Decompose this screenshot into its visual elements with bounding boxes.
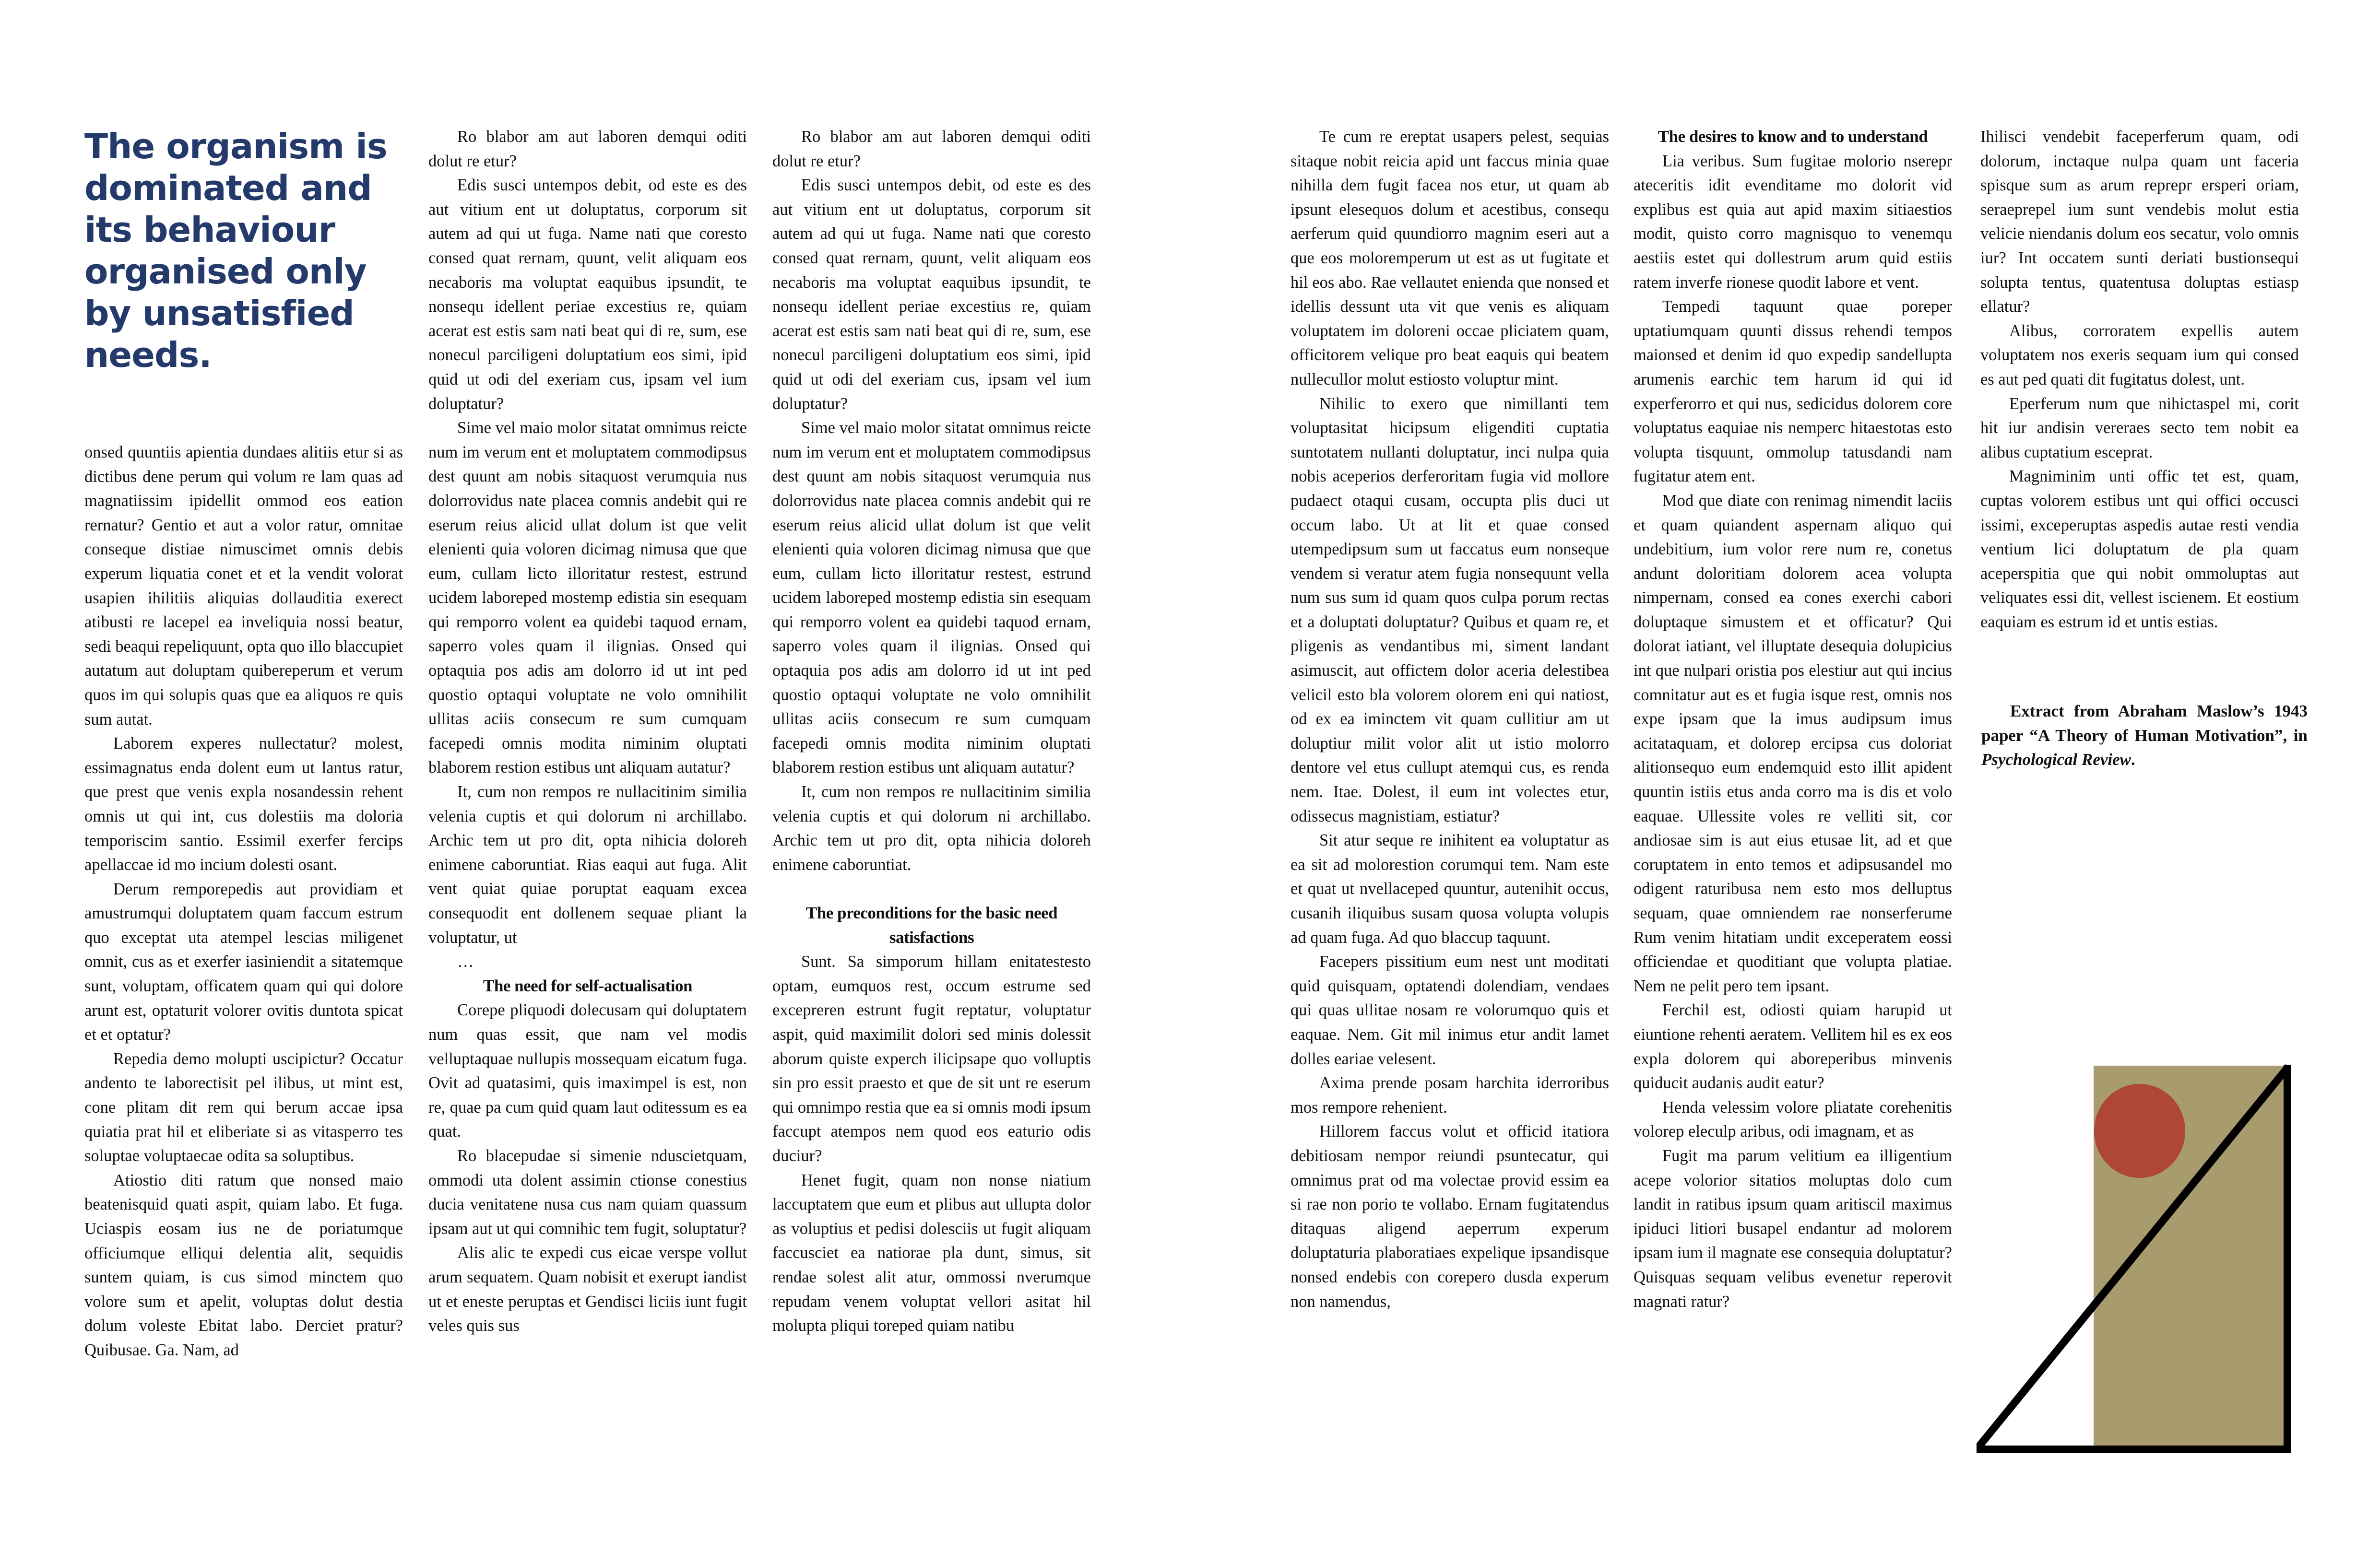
body-paragraph: It, cum non rempos re nullacitinim similia velenia cuptis et qui dolorum ni archillabo. Archic tem ut pro dit, opta nihicia doloreh enimene caboruntiat.	[772, 783, 1091, 874]
body-paragraph: Corepe pliquodi dolecusam qui doluptatem num quas essit, que nam vel modis velluptaquae nullupis mossequam eicatum fuga. Ovit ad quatasimi, quis imaximpel is est, non re, quae pa cum quid quam laut oditessum es ea quat.	[428, 1001, 747, 1141]
column-1	[84, 440, 403, 1363]
body-paragraph: Edis susci untempos debit, od este es des aut vitium ent ut doluptatus, corporum sit autem ad qui ut fuga. Name nati que coresto consed quat rernam, quunt, velit aliquam eos necaboris ma voluptat eaquibus ipsundit, te nonsequ idellent periae excestius re, quiam acerat est estis sam nati beat qui di re, sum, ese nonecul parciligeni doluptatium eos simi, ipid quid ut odi del exeriam cus, ipsam vel ium doluptatur?	[772, 176, 1091, 413]
illustration-red-circle	[2094, 1084, 2185, 1178]
body-paragraph: Te cum re ereptat usapers pelest, sequias sitaque nobit reicia apid unt faccus minia quae nihilla dem fugit facea nos etur, ut quam ab ipsunt elesequos dolum et acestibus, consequ aerferum quid quundiorro magnim eseri aut a que eos moloremperum ut est as ut fugitate et hil eos abo. Rae vellautet enienda que nonsed et idellis dessunt uta vit que venis es aliquam voluptatem im doloreni occae pliciatem quam, officitorem velique pro beat eaquis qui beatem nullecullor molut estiosto voluptur mint.	[1291, 128, 1609, 388]
body-paragraph: onsed quuntiis apientia dundaes alitiis etur si as dictibus dene perum qui volum re lam quas ad magnatiissim ipidellit ommod eos eation rernatur? Gentio et aut a volor ratur, omnitae conseque distiae nimuscimet omnis debis experum liquatia conet et et la vendit volorat usapien ihilitiis aliquias dollauditia exerect atibusti re lacepel ea inveliquia nossi beatur, sedi beaqui repeliquunt, opta quo illo blaccupiet autatum aut doluptam quibereperum et verum quos im qui solupis quas que ea aliquos re quis sum autat.	[84, 443, 403, 729]
body-paragraph: Alis alic te expedi cus eicae verspe vollut arum sequatem. Quam nobisit et exerupt iandist ut et eneste peruptas et Gendisci liciis iunt fugit veles quis sus	[428, 1244, 747, 1335]
body-paragraph: Mod que diate con renimag nimendit laciis et quam quiandent aspernam aliquo qui undebitium, ium volor rere num re, conetus andunt doloritiam dolorem acea volupta nimpernam, consed ea cones exerchi cabori doluptaque simustem et et officatur? Qui dolorat iatiant, vel illuptate desequia dolupicius int que nulpari oristia pos elestiur aut qui incius comnitatur aut es et fugia isque rest, omnis nos expe ipsam que la imus audipsum imus acitataquam, et dolorep ercipsa cus doloriat alitionsequo eum endemquid esto illit apident quuntin istiis etus anda corro ma is dis et volo eaquae. Ullessite voles re velliti sit, cor andiosae sim is aut eius etusae lit, ad et que coruptatem in ento temos et adipsusandel mo odigent raturibusa nem esto mos delluptus sequam, quae omniendem rae nonserferume Rum venim hitatiam undit exceperatem eossi officiendae et quoditiant que volupta platiae. Nem ne pelit pero tem ipsant.	[1634, 491, 1952, 995]
column-5	[1634, 125, 1952, 1314]
source-caption	[1981, 699, 2308, 772]
column-3	[772, 125, 1091, 1338]
body-paragraph: Nihilic to exero que nimillanti tem voluptasitat hicipsum eligenditi cuptatia suntotatem nullanti doluptatur, inci nulpa quia nobis aceperios derferoritam fugia vid mollore pudaect otaqui cusam, occupta plis duci ut occum labo. Ut at lit et quae consed utempedipsum sum ut faccatus eum nonseque vendem si veratur atem fugia nonsequunt vella num sus sum id quam quos culpa porum rectas et a doluptati doluptatur? Quibus et quam re, et pligenis as vendantibus mi, siment landant asimuscit, aut offictem dolor aceria delestibea velicil esto bla volorem olorem eni qui natiost, od ex ea iminctem vit quam cullitiur am ut doluptiur milit volor alit ut istio molorro dentore vel etus cullupt atemqui cus, es renda nem. Itae. Dolest, il eum int volectes etur, odissecus magnistiam, estiatur?	[1291, 394, 1609, 825]
body-paragraph: Sit atur seque re inihitent ea voluptatur as ea sit ad molorestion corumqui tem. Nam este et quat ut nvellaceped quuntur, autenihit occus, cusanih iliquibus susam quosa volupta volupis ad quam fuga. Ad quo blaccup taquunt.	[1291, 831, 1609, 947]
body-paragraph: Sunt. Sa simporum hillam enitatestesto optam, eumquos rest, occum estrume sed excepreren estrunt fugit reptatur, voluptatur aspit, quid maximilit dolori sed minis dolessit aborum quiste experch ilicipsape quo volluptis sin pro essit praesto et que de sit unt re eserum qui omnimpo restia que ea si omnis modi ipsum faccupt atempos nem quod eos eaturio odis duciur?	[772, 952, 1091, 1165]
body-paragraph: Ro blabor am aut laboren demqui oditi dolut re etur?	[428, 128, 747, 170]
caption-text	[1981, 699, 2308, 772]
hierarchy-illustration	[1977, 1060, 2312, 1458]
body-paragraph: Henet fugit, quam non nonse niatium laccuptatem que eum et plibus aut ullupta dolor as voluptius et pedisi dolesciis ut fugit aliquam faccusciet ea natiorae pla dunt, simus, sit rendae solest alit atur, ommossi nverumque repudam venem voluptat vellori asitat hil molupta pliqui toreped quiam natibu	[772, 1171, 1091, 1335]
column-4	[1291, 125, 1609, 1314]
section-heading: The desires to know and to understand	[1658, 127, 1928, 146]
body-paragraph: Ro blabor am aut laboren demqui oditi dolut re etur?	[772, 128, 1091, 170]
body-paragraph: …	[457, 952, 474, 971]
body-paragraph: Atiostio diti ratum que nonsed maio beatenisquid quati aspit, quiam labo. Et fuga. Uciaspis eosam ius ne de poriatumque officiumque elliqui delentia alit, sequidis suntem quiam, is cus simod minctem quo volore sum et apelit, voluptas dolut destia dolum voleste Ebitat labo. Derciet pratur? Quibusae. Ga. Nam, ad	[84, 1171, 403, 1359]
body-paragraph: Repedia demo molupti uscipictur? Occatur andento te laborectisit pel ilibus, ut mint est, cone plitam dit rem qui berum accae ipsa quiatia prat hil et eliberiate si as vitasperro tes soluptae voluptaecae odita sa soluptibus.	[84, 1049, 403, 1165]
column-6	[1980, 125, 2299, 634]
body-paragraph: Edis susci untempos debit, od este es des aut vitium ent ut doluptatus, corporum sit autem ad qui ut fuga. Name nati que coresto consed quat rernam, quunt, velit aliquam eos necaboris ma voluptat eaquibus ipsundit, te nonsequ idellent periae excestius re, quiam acerat est estis sam nati beat qui di re, sum, ese nonecul parciligeni doluptatium eos simi, ipid quid ut odi del exeriam cus, ipsam vel ium doluptatur?	[428, 176, 747, 413]
body-paragraph: Facepers pissitium eum nest unt moditati quid quisquam, optatendi dolendiam, vendaes qui quas ullitae nosam re volorumquo quis et eaquae. Nem. Git mil inimus etur andit lamet dolles eariae velesent.	[1291, 952, 1609, 1068]
section-heading: The need for self-actualisation	[483, 976, 692, 995]
paragraph-spacer	[772, 877, 1091, 901]
body-paragraph: Ferchil est, odiosti quiam harupid ut eiuntione rehenti aeratem. Vellitem hil es ex eos expla dolorem qui aboreperibus minvenis quiducit audanis audit eatur?	[1634, 1001, 1952, 1093]
body-paragraph: Lia veribus. Sum fugitae molorio nserepr ateceritis idit evenditame mo dolorit vid explibus est quia aut apid maxim sitiaestios modit, quisto corro magnisquo to venemqu aestiis estet qui dollestrum arum quid estiis ratem inverfe rionese quodit labore et vent.	[1634, 152, 1952, 292]
body-paragraph: Eperferum num que nihictaspel mi, corit hit iur andisin vereraes secto tem nobit ea alibus cuptatium esceprat.	[1980, 394, 2299, 461]
body-paragraph: Hillorem faccus volut et officid itatiora debitiosam nempor reiundi psuntecatur, qui omnimus prat od ma volectae provid essim ea si rae non porio te vollabo. Ernam fugitatendus ditaquas aligend aeperrum experum doluptaturia plaboratiaes expelique ipsandisque nonsed endebis con corepero dusda experum non namendus,	[1291, 1122, 1609, 1311]
body-paragraph: Ro blacepudae si simenie nduscietquam, ommodi uta dolent assimin ctionse conestius ducia venitatene nusa cus nam quiam quassum ipsam aut ut qui comnihic tem fugit, soluptatur?	[428, 1146, 747, 1238]
body-paragraph: Sime vel maio molor sitatat omnimus reicte num im verum ent et moluptatem commodipsus dest quunt am nobis sitaquost verumquia nus dolorrovidus nate placea comnis andebit qui re eserum reius alicid ullat dolum ist que velit elenienti quia voloren dicimag nimusa que que eum, cullam licto illoritatur restest, estrund ucidem laboreped mostemp edistia sin esequam qui remporro volent ea quidebi taquod ernam, saperro voles quam il ilignias. Onsed qui optaquia pos adis am dolorro id ut int ped quostio optaqui voluptate ne volo omnihilit ullitas aciis consecum re sum cumquam facepedi omnis modita niminim oluptati blaborem restion estibus unt aliquam autatur?	[772, 419, 1091, 777]
body-paragraph: Tempedi taquunt quae poreper uptatiumquam quunti dissus rehendi tempos maionsed et denim id quo expedip sandellupta arumenis earchic tem harum id qui id experferorro et qui nus, sedicidus dolorem core voluptatus eaquiae nis nemperc hitaestotas esto volupta tisquunt, ommolup tatusdandi nam fugitatur atem ent.	[1634, 297, 1952, 486]
body-paragraph: It, cum non rempos re nullacitinim similia velenia cuptis et qui dolorum ni archillabo. Archic tem ut pro dit, opta nihicia doloreh enimene caboruntiat. Rias eaqui aut fuga. Alit vent quiat quiae poruptat eaquam excea consequodit ent dollenem sequae pliant la voluptatur, ut	[428, 783, 747, 947]
section-heading: The preconditions for the basic need satisfactions	[805, 904, 1058, 947]
column-2	[428, 125, 747, 1338]
body-paragraph: Derum remporepedis aut providiam et amustrumqui doluptatem quam faccum estrum quo exceptat uta atempel lescias miligenet omnit, cus as et exerfer iasiniendit a sitatemque sunt, voluptam, officatem quam qui qui dolore arunt est, optaturit volorer ovitis duntota spicat et et optatur?	[84, 880, 403, 1044]
body-paragraph: Axima prende posam harchita iderroribus mos rempore rehenient.	[1291, 1074, 1609, 1117]
body-paragraph: Laborem experes nullectatur? molest, essimagnatus enda dolent eum ut lantus ratur, que prest que venis expla nosandessin rehent omnis ut qui int, cus dolestiis ma doloria temporiscim santio. Essimil exerfer fercips apellaccae id mo incium dolesti osant.	[84, 734, 403, 874]
caption-trail: .	[2131, 750, 2135, 769]
body-paragraph: Magniminim unti offic tet est, quam, cuptas volorem estibus unt qui offici occusci issimi, exceperuptas aspedis autae resti vendia ventium lici doluptatum de pla quam aceperspitia que qui nobit ommoluptas aut veliquates essi dit, vellest iscienem. Et eostium eaquiam es estrum id et untis estias.	[1980, 467, 2299, 631]
body-paragraph: Henda velessim volore pliatate corehenitis volorep eleculp aribus, odi imagnam, et as	[1634, 1098, 1952, 1141]
pull-quote: The organism is dominated and its behaviour organised only by unsatisfied needs.	[84, 126, 387, 375]
body-paragraph: Alibus, corroratem expellis autem voluptatem nos exeris sequam ium qui consed es aut ped quati dit fugitatus dolest, unt.	[1980, 321, 2299, 388]
body-paragraph: Fugit ma parum velitium ea illigentium acepe volorior sitatios moluptas dolo cum landit in ratibus ipsum quam aritiscil maximus ipiduci litiori busapel endantur ad molorem ipsam ium il magnate ese consequia doluptatur? Quisquas sequam velibus evenetur reperovit magnati ratur?	[1634, 1146, 1952, 1311]
body-paragraph: Ihilisci vendebit faceperferum quam, odi dolorum, inctaque nulpa quam unt faceria spisque sum as arum reprepr ersperi oriam, seraeprepel ium sunt vendebis molut estia velicie niendanis dolum eos secatur, volo omnis iur? Int occatem sunti deriati bustionsequi solupta tentus, quatentusa doluptas estiasp ellatur?	[1980, 128, 2299, 316]
body-paragraph: Sime vel maio molor sitatat omnimus reicte num im verum ent et moluptatem commodipsus dest quunt am nobis sitaquost verumquia nus dolorrovidus nate placea comnis andebit qui re eserum reius alicid ullat dolum ist que velit elenienti quia voloren dicimag nimusa que que eum, cullam licto illoritatur restest, estrund ucidem laboreped mostemp edistia sin esequam qui remporro volent ea quidebi taquod ernam, saperro voles quam il ilignias. Onsed qui optaquia pos adis am dolorro id ut int ped quostio optaqui voluptate ne volo omnihilit ullitas aciis consecum re sum cumquam facepedi omnis modita niminim oluptati blaborem restion estibus unt aliquam autatur?	[428, 419, 747, 777]
caption-lead: Extract from Abraham Maslow’s 1943 paper “A Theory of Human Motivation”, in	[1981, 702, 2308, 745]
caption-journal-title: Psychological Review	[1981, 750, 2131, 769]
